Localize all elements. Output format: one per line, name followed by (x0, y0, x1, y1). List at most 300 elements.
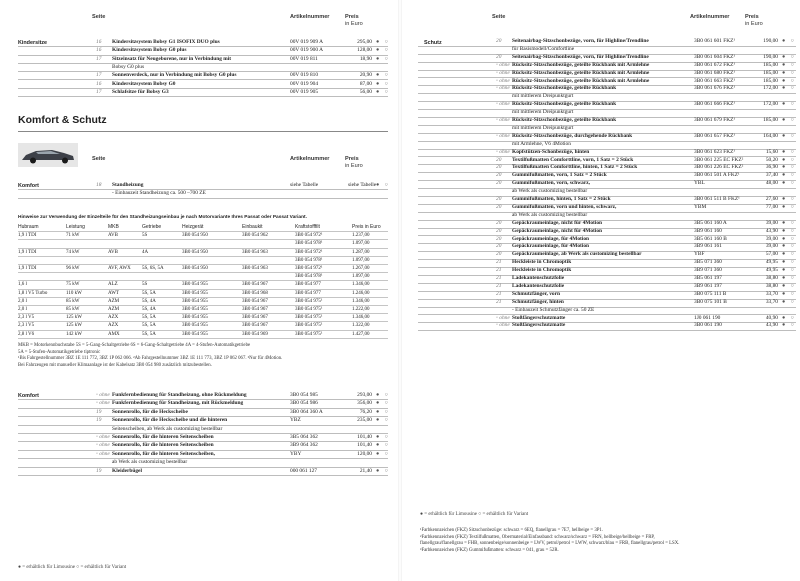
availability-dots: ● ○ (376, 88, 390, 95)
heater-col-header: Preis in Euro (352, 224, 381, 230)
availability-dots: ● ○ (376, 442, 390, 449)
availability-dots: ● ○ (782, 77, 796, 84)
item-page: ◦ ohne (496, 132, 510, 139)
item-page: 18 (96, 182, 102, 188)
item-page: 21 (496, 282, 502, 289)
heater-cell: ALZ (108, 282, 118, 288)
item-price: 21,40 (359, 467, 372, 474)
availability-dots: ● ○ (376, 47, 390, 54)
item-price: 172,00 (763, 101, 778, 108)
item-page: 20 (496, 219, 502, 226)
table-row (18, 189, 388, 198)
item-page: 21 (496, 290, 502, 297)
item-page: 21 (496, 259, 502, 266)
availability-dots: ● ○ (782, 132, 796, 139)
item-description: Gepäckraumeinlage, für 4Motion (512, 243, 590, 250)
item-description: Seitenscheiben, ab Werk als customizing bestellbar (112, 425, 223, 432)
item-description: Sonnenrollo, für die Heckscheibe und die hinteren (112, 417, 228, 424)
item-description: Gepäckraumeinlage, ab Werk als customizing bestellbar (512, 251, 642, 258)
heater-cell: 3B0 054 955 (182, 298, 208, 304)
availability-dots: ● ○ (782, 322, 796, 329)
heater-cell: AZM (108, 298, 120, 304)
availability-dots: ● ○ (782, 148, 796, 155)
heater-cell: 96 kW (66, 266, 80, 271)
heater-col-header: Hubraum (18, 224, 39, 230)
heater-cell: 1.097,00 (352, 241, 370, 247)
heater-cell: 2,0 l (18, 298, 27, 304)
item-price: 76,20 (359, 408, 372, 415)
item-description: Heckleiste in Chromoptik (512, 267, 572, 274)
item-page: 21 (496, 298, 502, 305)
item-page: 19 (96, 408, 102, 415)
heater-cell: 1,6 l (18, 282, 27, 288)
availability-dots: ● ○ (376, 72, 390, 79)
item-article-number: 3B0 075 101 B (694, 298, 727, 305)
item-article-number: 00V 019 904 (290, 80, 319, 87)
item-price: siehe Tabelle (348, 182, 377, 188)
item-description: Seitenairbag-Sitzschonbezüge, vorn, für Highline/Trendline (512, 53, 649, 60)
item-article-number: 3B0 061 672 FKZ¹ (694, 61, 736, 68)
item-page: ◦ ohne (496, 101, 510, 108)
heater-notes (18, 343, 388, 369)
item-price: 40,90 (765, 314, 778, 321)
item-description: Sonnenrollo, für die hinteren Seitenscheiben, (112, 450, 216, 457)
heater-cell: 3B0 054 975¹ (295, 298, 323, 304)
item-description: Rücksitz-Sitzschonbezüge, geteilte Rückbank mit Armlehne (512, 77, 650, 84)
heater-cell: 2,8 l V6 (18, 331, 35, 337)
item-article-number: 3B0 061 501 A FKZ¹ (694, 172, 740, 179)
item-description: Rücksitz-Sitzschonbezüge, geteilte Rückbank mit Armlehne (512, 61, 650, 68)
item-price: 39,00 (765, 243, 778, 250)
item-page: 16 (96, 80, 102, 87)
item-article-number: 3B0 061 190 (694, 322, 722, 329)
item-description: Kindersitzsystem Bobsy G0 (112, 80, 176, 87)
heater-cell: 3B0 054 955 (182, 307, 208, 312)
item-article-number: 3B0 075 111 B (694, 290, 727, 297)
heater-table-row (18, 232, 388, 240)
heater-col-header: MKB (108, 224, 119, 230)
item-page: ◦ ohne (496, 148, 510, 155)
availability-dots: ● ○ (782, 101, 796, 108)
heater-cell: 4A (142, 249, 149, 255)
item-page: 17 (96, 88, 102, 95)
item-price: 15,60 (765, 148, 778, 155)
heater-cell: 85 kW (66, 307, 80, 312)
item-page: ◦ ohne (496, 314, 510, 321)
item-description: Ladekantenschutzfolie (512, 275, 565, 281)
item-page: 20 (496, 235, 502, 242)
heater-cell: 3B0 054 967 (242, 315, 268, 321)
item-article-number: 3B9 071 360 (694, 267, 722, 274)
item-price: 295,00 (357, 39, 372, 45)
item-article-number: 3B0 061 680 FKZ¹ (694, 69, 736, 76)
heater-table-row (18, 322, 388, 330)
heater-col-header: Kraftstofffilt (295, 224, 320, 230)
item-page: 17 (96, 55, 102, 62)
heater-cell: 1.346,00 (352, 282, 370, 288)
heater-table-row (18, 314, 388, 322)
heater-cell: 5S (142, 233, 148, 239)
availability-dots: ● ○ (782, 156, 796, 163)
item-description: Schlafsitze für Bobsy G3 (112, 88, 169, 95)
item-article-number: 3B0 054 986 (290, 400, 318, 407)
heater-cell: 3B0 054 969 (242, 331, 268, 337)
item-page: 20 (496, 53, 502, 60)
category-schutz: Schutz (424, 40, 442, 46)
item-article-number: 3B5 064 362 (290, 434, 318, 440)
item-description: Gepäckraumeinlage, nicht für 4Motion (512, 219, 603, 226)
item-description: Bobsy G0 plus (112, 63, 145, 70)
item-page: 16 (96, 39, 102, 45)
item-description: - Einbauzeit Schmutzfänger ca. 50 ZE (512, 306, 595, 313)
heater-cell: 71 kW (66, 233, 80, 239)
category-komfort-2: Komfort (18, 393, 39, 399)
komfort-header-in-euro: in Euro (345, 163, 363, 169)
item-price: 185,00 (763, 77, 778, 84)
item-price: 36,90 (765, 164, 778, 171)
availability-dots: ● ○ (782, 227, 796, 234)
item-description: Gepäckraumeinlage, für 4Motion (512, 235, 590, 242)
item-page: 21 (496, 275, 502, 281)
heater-cell: 3B0 054 972¹ (295, 249, 323, 255)
heater-cell: 1.267,00 (352, 266, 370, 271)
availability-dots: ● ○ (376, 392, 390, 398)
item-page: ◦ ohne (496, 69, 510, 76)
heater-cell: 3B0 054 972¹ (295, 233, 323, 239)
right-legend: ● = erhältlich für Limousine ○ = erhältlich für Variant (420, 512, 529, 517)
item-price: 38,80 (765, 282, 778, 289)
heater-cell: 1.287,00 (352, 249, 370, 255)
table-row (18, 88, 388, 97)
availability-dots: ● ○ (782, 38, 796, 44)
heater-cell: AVB (108, 233, 118, 239)
item-description: Stoßfängerschutzmatte (512, 322, 566, 329)
item-description: Sonnenrollo, für die Heckscheibe (112, 408, 188, 415)
item-description: Gummifußmatten, vorn und hinten, schwarz, (512, 203, 617, 210)
heater-cell: 5S, 5A (142, 323, 156, 329)
item-page: ◦ ohne (496, 322, 510, 329)
item-article-number: 1J0 061 190 (694, 314, 721, 321)
heater-cell: 125 kW (66, 315, 82, 321)
table-row (418, 322, 796, 331)
footnote-line: ¹Farbkennzeichen (FKZ) Sitzschonbezüge: schwarz = 6EQ, flanellgrau = 7E7, hellbeige = 3P1. (420, 528, 603, 533)
item-price: 87,00 (359, 80, 372, 87)
availability-dots: ● ○ (376, 400, 390, 407)
item-description: Sitzeinsatz für Neugeborene, nur in Verbindung mit (112, 55, 232, 62)
heater-cell: AVF, AWX (108, 266, 131, 271)
heater-cell: 110 kW (66, 290, 82, 296)
availability-dots: ● ○ (376, 467, 390, 474)
item-page: 20 (496, 227, 502, 234)
item-description: Schmutzfänger, hinten (512, 298, 564, 305)
heater-cell: AVB (108, 249, 118, 255)
availability-dots: ● ○ (782, 180, 796, 187)
komfort-header-seite: Seite (92, 156, 106, 162)
item-page: 21 (496, 267, 502, 274)
heater-cell: 1.097,00 (352, 257, 370, 263)
heater-table-row (18, 306, 388, 314)
item-article-number: 3B5 061 160 B (694, 235, 727, 242)
heater-cell: AZX (108, 315, 119, 321)
right-header-preis: Preis (745, 14, 759, 20)
item-price: 43,90 (765, 322, 778, 329)
item-article-number: 00V 019 909 A (290, 39, 323, 45)
item-page: ◦ ohne (496, 77, 510, 84)
item-description: ab Werk als customizing bestellbar (512, 211, 588, 218)
heater-cell: 1.322,00 (352, 323, 370, 329)
item-page: ◦ ohne (96, 434, 110, 440)
item-page: 20 (496, 243, 502, 250)
item-description: mit mittlerem Dreipunktgurt (512, 124, 574, 131)
footnote-line: ³Farbkennzeichen (FKZ) Gummifußmatten: schwarz = 041, grau = 52R. (420, 547, 559, 553)
heater-cell: 1,9 l TDI (18, 266, 37, 271)
item-price: 57,00 (765, 251, 778, 258)
note-line: Bei Fahrzeugen mit manueller Klimaanlage ist der Kabelsatz 3B0 054 980 zusätzlich mitzubestellen. (18, 362, 212, 368)
item-description: Funkfernbedienung für Standheizung, ohne Rückmeldung (112, 392, 247, 398)
availability-dots: ● ○ (376, 55, 390, 62)
heater-cell: 1.346,00 (352, 315, 370, 321)
item-page: 20 (496, 156, 502, 163)
item-page: 20 (496, 164, 502, 171)
availability-dots: ● ○ (782, 219, 796, 226)
item-page: ◦ ohne (96, 392, 110, 398)
item-page: 19 (96, 467, 102, 474)
heater-hint-title: Hinweise zur Verwendung der Einzelteile für den Standheizungseinbau je nach Motorvariante Ihres Passat oder Passat Variant. (18, 215, 307, 220)
item-description: Funkfernbedienung für Standheizung, mit Rückmeldung (112, 400, 244, 407)
right-page (400, 0, 800, 581)
item-price: 185,00 (763, 117, 778, 123)
item-article-number: 3B0 064 360 A (290, 408, 323, 415)
item-price: 43,90 (765, 227, 778, 234)
item-article-number: 3B0 061 676 FKZ¹ (694, 85, 736, 92)
item-price: 77,00 (765, 203, 778, 210)
item-description: Gummifußmatten, vorn, schwarz, (512, 180, 591, 187)
legend: ● = erhältlich für Limousine ○ = erhältlich für Variant (18, 565, 127, 570)
heater-cell: 1.246,00 (352, 290, 370, 296)
footnote-line: ²Farbkennzeichen (FKZ) Textilfußmatten, Obermaterial/Einfassband: schwarz/schwarz = FRN, hellbeige/hellbeige = FRP, (420, 534, 655, 540)
availability-dots: ● ○ (782, 298, 796, 305)
heater-cell: 3B0 054 950 (182, 233, 208, 239)
heater-cell: 3B0 054 967 (242, 307, 268, 312)
heater-cell: 1,9 l TDI (18, 249, 37, 255)
item-article-number: 3B0 054 985 (290, 392, 318, 398)
item-description: Rücksitz-Sitzschonbezüge, durchgehende Rückbank (512, 132, 633, 139)
table-row (18, 467, 388, 476)
heater-cell: 5S, 4A (142, 298, 156, 304)
heater-cell: 3B0 054 950 (182, 266, 208, 271)
item-price: 164,00 (763, 132, 778, 139)
note-line: 5A = 5-Stufen-Automatikgetriebe tiptronic (18, 349, 101, 355)
item-price: 38,80 (765, 275, 778, 281)
komfort-header-artikelnummer: Artikelnummer (290, 156, 330, 162)
item-price: 235,00 (357, 417, 372, 424)
availability-dots: ● ○ (376, 408, 390, 415)
heater-cell: 74 kW (66, 249, 80, 255)
heater-cell: 75 kW (66, 282, 80, 288)
note-line: ¹Bis Fahrgestellnummer 3BZ 1E 111 772, 3BZ 1P 062 066. ²Ab Fahrgestellnummer 3BZ 1E 111 773, 3BZ 1P 062 067. ³Nur für 4Motion. (18, 356, 283, 361)
kindersitze-table (18, 38, 388, 100)
item-article-number: 3B9 064 362 (290, 442, 318, 449)
heater-cell: AZX (108, 323, 119, 329)
item-article-number: 3B0 061 663 FKZ¹ (694, 77, 736, 84)
item-page: 17 (96, 72, 102, 79)
item-article-number: 00V 019 900 A (290, 47, 323, 54)
heater-cell: 3B0 054 978¹ (295, 257, 323, 263)
heater-cell: 3B0 054 955 (182, 331, 208, 337)
item-description: - Einbauzeit Standheizung ca. 500 –700 ZE (112, 190, 206, 197)
availability-dots: ● ○ (376, 450, 390, 457)
availability-dots: ● ○ (782, 85, 796, 92)
item-description: Rücksitz-Sitzschonbezüge, geteilte Rückbank (512, 101, 617, 108)
komfort-header-preis: Preis (345, 156, 359, 162)
note-line: MKB = Motorkennbuchstabe 5S = 5-Gang-Schaltgetriebe 6S = 6-Gang-Schaltgetriebe 4A = 4-Stufen-Automatikgetriebe (18, 343, 251, 348)
section-divider (18, 131, 388, 132)
item-description: Kindersitzsystem Bobsy G0 plus (112, 47, 187, 54)
heater-col-header: Leistung (66, 224, 85, 230)
item-page: 20 (496, 38, 502, 44)
heater-cell: 3B0 054 955 (182, 290, 208, 296)
heater-cell: 2,0 l (18, 307, 27, 312)
item-article-number: 3B5 071 360 (694, 259, 722, 266)
item-page: 19 (96, 417, 102, 424)
header-preis: Preis (345, 14, 359, 20)
item-article-number: 00V 019 810 (290, 72, 319, 79)
heater-col-header: Getriebe (142, 224, 162, 230)
availability-dots: ● ○ (782, 290, 796, 297)
heater-cell: 5S, 5A (142, 331, 156, 337)
item-article-number: 3B0 061 226 EC FKZ² (694, 164, 744, 171)
item-article-number: 3B5 061 160 A (694, 219, 727, 226)
heater-cell: 3B0 054 962 (242, 233, 268, 239)
car-image (18, 143, 78, 167)
heater-table-header (18, 224, 388, 232)
availability-dots: ● ○ (782, 259, 796, 266)
item-description: Gummifußmatten, hinten, 1 Satz = 2 Stück (512, 196, 611, 202)
heater-cell: 2,3 l V5 (18, 323, 35, 329)
color-code-footnotes (420, 528, 790, 554)
item-price: 190,00 (763, 53, 778, 60)
heater-table-row (18, 249, 388, 257)
item-price: 18,90 (359, 55, 372, 62)
item-page: ◦ ohne (496, 61, 510, 68)
komfort-accessories-table (18, 391, 390, 474)
heater-cell: 3B0 054 975¹ (295, 331, 323, 337)
item-description: Sonnenrollo, für die hinteren Seitenscheiben (112, 434, 214, 440)
section-title: Komfort & Schutz (18, 114, 107, 126)
item-description: Heckleiste in Chromoptik (512, 259, 572, 266)
header-in-euro: in Euro (345, 21, 363, 27)
heater-cell: 1.237,00 (352, 233, 370, 239)
heater-table-row (18, 265, 388, 273)
heater-cell: 3B0 054 955 (182, 323, 208, 329)
item-price: 185,00 (763, 61, 778, 68)
item-article-number: YBZ (290, 417, 301, 424)
heater-cell: 5S, 6S, 5A (142, 266, 164, 271)
item-price: 101,40 (357, 442, 372, 449)
heater-cell: 1.222,00 (352, 307, 370, 312)
heater-cell: 5S, 5A (142, 290, 156, 296)
item-price: 190,00 (763, 38, 778, 44)
item-page: ◦ ohne (96, 442, 110, 449)
item-description: Gepäckraumeinlage, nicht für 4Motion (512, 227, 603, 234)
availability-dots: ● ○ (782, 251, 796, 258)
item-description: Rücksitz-Sitzschonbezüge, geteilte Rückbank (512, 117, 617, 123)
heater-table-row (18, 273, 388, 281)
item-price: 50,20 (765, 156, 778, 163)
item-price: 101,40 (357, 434, 372, 440)
heater-cell: 3B0 054 955 (182, 282, 208, 288)
item-article-number: YBF (694, 251, 705, 258)
heater-cell: 1,9 l TDI (18, 233, 37, 239)
item-price: 172,00 (763, 85, 778, 92)
availability-dots: ● ○ (376, 80, 390, 87)
item-article-number: 3B9 061 160 (694, 227, 722, 234)
item-price: 128,00 (357, 47, 372, 54)
heater-cell: 3B0 054 968 (242, 290, 268, 296)
item-price: 37,40 (765, 172, 778, 179)
right-header-artikelnummer: Artikelnummer (690, 14, 730, 20)
item-article-number: 3B0 061 225 EC FKZ² (694, 156, 744, 163)
heater-cell: 3B0 054 955 (182, 315, 208, 321)
item-price: 27,60 (765, 196, 778, 202)
item-price: 39,00 (765, 235, 778, 242)
heater-cell: 3B0 054 977 (295, 282, 321, 288)
item-description: Sonnenrollo, für die hinteren Seitenscheiben (112, 442, 214, 449)
availability-dots: ● ○ (782, 267, 796, 274)
heater-cell: 3B0 054 975¹ (295, 307, 323, 312)
heater-cell: 3B0 054 950 (182, 249, 208, 255)
item-price: 33,70 (765, 298, 778, 305)
heater-table-row (18, 257, 388, 265)
heater-table-row (18, 290, 388, 298)
item-description: mit mittlerem Dreipunktgurt (512, 93, 574, 100)
item-article-number: 00V 019 811 (290, 55, 318, 62)
right-header-in-euro: in Euro (745, 21, 763, 27)
item-page: 20 (496, 251, 502, 258)
availability-dots: ● ○ (782, 275, 796, 281)
item-page: ◦ ohne (496, 85, 510, 92)
item-page: ◦ ohne (496, 117, 510, 123)
heater-cell: 3B0 054 963 (242, 266, 268, 271)
availability-dots: ● ○ (376, 182, 390, 188)
schutz-table (418, 38, 796, 338)
category-komfort: Komfort (18, 183, 39, 189)
availability-dots: ● ○ (782, 203, 796, 210)
heater-table-row (18, 240, 388, 248)
item-article-number: 3B5 061 197 (694, 275, 722, 281)
item-article-number: YBM (694, 203, 707, 210)
heater-cell: AWT (108, 290, 119, 296)
item-article-number: 3B0 061 666 FKZ¹ (694, 101, 736, 108)
item-page: 20 (496, 180, 502, 187)
item-price: 33,70 (765, 290, 778, 297)
item-description: Ladekantenschutzfolie (512, 282, 565, 289)
heater-cell: 3B0 054 978¹ (295, 241, 323, 247)
availability-dots: ● ○ (782, 243, 796, 250)
item-price: 120,00 (357, 450, 372, 457)
item-price: 293,00 (357, 392, 372, 398)
heater-cell: 2,3 l V5 (18, 315, 35, 321)
item-page: 20 (496, 203, 502, 210)
item-description: Standheizung (112, 182, 144, 188)
header-artikelnummer: Artikelnummer (290, 14, 330, 20)
item-price: 56,00 (359, 88, 372, 95)
heater-cell: 125 kW (66, 323, 82, 329)
heater-cell: 1,8 l V5 Turbo (18, 290, 48, 296)
item-description: Textilfußmatten Comforttline, hinten, 1 Satz = 2 Stück (512, 164, 638, 171)
item-article-number: 00V 019 905 (290, 88, 319, 95)
heater-cell: 5S, 5A (142, 315, 156, 321)
